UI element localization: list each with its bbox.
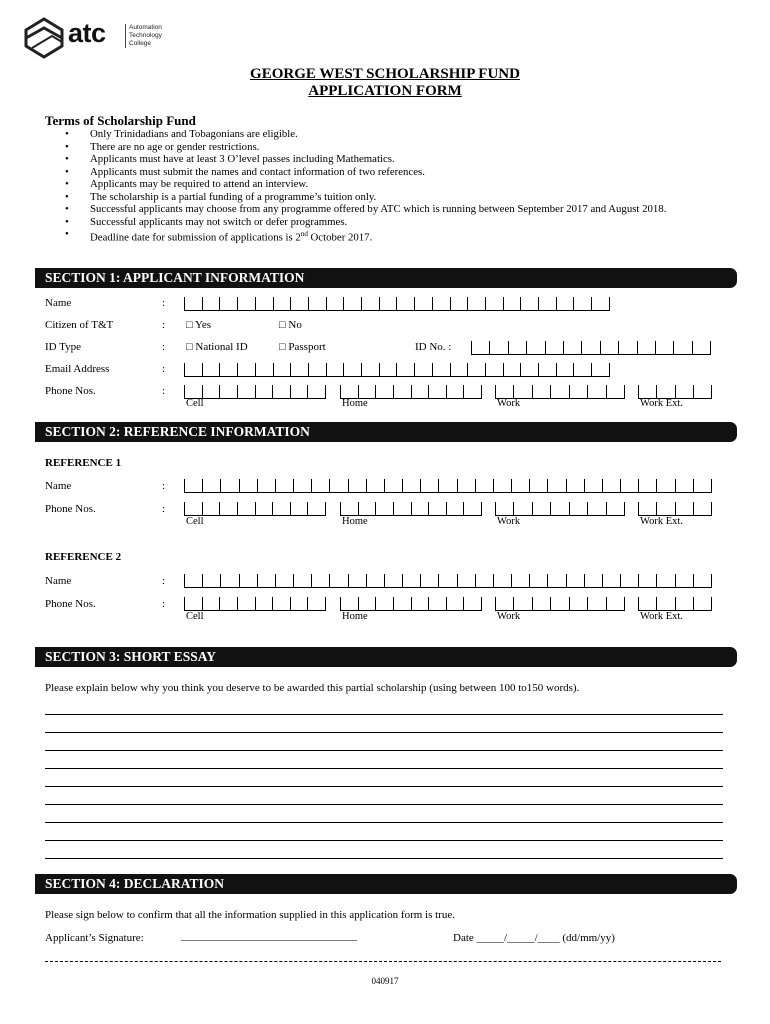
ref2-home-input[interactable] — [340, 597, 482, 611]
cell-caption: Cell — [186, 398, 204, 409]
char-box — [220, 574, 238, 587]
char-box — [273, 363, 291, 376]
essay-line[interactable] — [45, 786, 723, 787]
char-box — [463, 502, 482, 515]
ref2-work-ext-input[interactable] — [638, 597, 712, 611]
char-box — [606, 502, 625, 515]
terms-item: • The scholarship is a partial funding of a programme’s tuition only. — [90, 191, 750, 204]
char-box — [293, 479, 311, 492]
char-box — [219, 597, 237, 610]
char-box — [511, 479, 529, 492]
char-box — [656, 574, 674, 587]
char-box — [290, 297, 308, 310]
char-box — [393, 597, 411, 610]
char-box — [237, 385, 255, 398]
char-box — [538, 297, 556, 310]
terms-list — [45, 128, 750, 244]
char-box — [503, 297, 521, 310]
ref2-name-input[interactable] — [184, 574, 712, 588]
char-box — [272, 597, 290, 610]
char-box — [239, 479, 257, 492]
char-box — [591, 363, 610, 376]
char-box — [495, 502, 513, 515]
ref2-cell-input[interactable] — [184, 597, 326, 611]
char-box — [420, 574, 438, 587]
char-box — [526, 341, 544, 354]
char-box — [202, 363, 220, 376]
char-box — [414, 363, 432, 376]
citizen-label: Citizen of T&T — [45, 319, 114, 331]
char-box — [379, 297, 397, 310]
work-ext-caption: Work Ext. — [640, 611, 683, 622]
ref1-cell-input[interactable] — [184, 502, 326, 516]
char-box — [340, 502, 358, 515]
char-box — [184, 297, 202, 310]
char-box — [275, 574, 293, 587]
email-label: Email Address — [45, 363, 110, 375]
terms-item: • There are no age or gender restrictions. — [90, 141, 750, 154]
char-box — [467, 363, 485, 376]
char-box — [606, 597, 625, 610]
essay-line[interactable] — [45, 732, 723, 733]
char-box — [375, 385, 393, 398]
char-box — [438, 479, 456, 492]
char-box — [693, 597, 712, 610]
ref1-name-label: Name — [45, 480, 72, 492]
char-box — [493, 574, 511, 587]
char-box — [656, 502, 674, 515]
citizen-yes-checkbox[interactable]: □ Yes — [186, 319, 212, 331]
citizen-no-checkbox[interactable]: □ No — [279, 319, 302, 331]
terms-item: • Only Trinidadians and Tobagonians are eligible. — [90, 128, 750, 141]
char-box — [587, 597, 605, 610]
terms-item: • Applicants must submit the names and contact information of two references. — [90, 166, 750, 179]
char-box — [511, 574, 529, 587]
char-box — [340, 597, 358, 610]
essay-line[interactable] — [45, 714, 723, 715]
char-box — [326, 363, 344, 376]
colon: : — [162, 319, 166, 331]
signature-label: Applicant’s Signature: — [45, 932, 144, 944]
char-box — [366, 479, 384, 492]
char-box — [432, 363, 450, 376]
char-box — [393, 502, 411, 515]
char-box — [538, 363, 556, 376]
char-box — [569, 502, 587, 515]
ref2-work-input[interactable] — [495, 597, 625, 611]
colon: : — [162, 341, 166, 353]
atc-logo-mark-icon — [22, 16, 66, 60]
work-phone-input[interactable] — [495, 385, 625, 399]
char-box — [290, 502, 308, 515]
char-box — [219, 502, 237, 515]
work-caption: Work — [497, 516, 521, 527]
section1-header: SECTION 1: APPLICANT INFORMATION — [35, 268, 737, 288]
char-box — [495, 597, 513, 610]
char-box — [384, 574, 402, 587]
char-box — [600, 341, 618, 354]
char-box — [432, 297, 450, 310]
char-box — [532, 597, 550, 610]
char-box — [428, 385, 446, 398]
char-box — [638, 597, 656, 610]
home-caption: Home — [342, 611, 368, 622]
atc-logo — [22, 16, 182, 60]
char-box — [358, 385, 376, 398]
char-box — [638, 385, 656, 398]
char-box — [438, 574, 456, 587]
ref2-name-label: Name — [45, 575, 72, 587]
ref1-name-input[interactable] — [184, 479, 712, 493]
char-box — [257, 574, 275, 587]
char-box — [675, 574, 693, 587]
char-box — [638, 502, 656, 515]
colon: : — [162, 297, 166, 309]
char-box — [457, 479, 475, 492]
char-box — [402, 479, 420, 492]
work-caption: Work — [497, 398, 521, 409]
char-box — [618, 341, 636, 354]
logo-subtitle: Automation Technology College — [125, 24, 162, 48]
char-box — [520, 297, 538, 310]
char-box — [587, 502, 605, 515]
section4-header: SECTION 4: DECLARATION — [35, 874, 737, 894]
essay-line[interactable] — [45, 822, 723, 823]
char-box — [693, 479, 712, 492]
char-box — [532, 502, 550, 515]
ref1-home-input[interactable] — [340, 502, 482, 516]
essay-line[interactable] — [45, 858, 723, 859]
ref2-phone-label: Phone Nos. — [45, 598, 96, 610]
char-box — [219, 297, 237, 310]
char-box — [532, 385, 550, 398]
char-box — [495, 385, 513, 398]
ref1-phone-label: Phone Nos. — [45, 503, 96, 515]
char-box — [457, 574, 475, 587]
char-box — [656, 385, 674, 398]
char-box — [326, 297, 344, 310]
char-box — [656, 479, 674, 492]
char-box — [569, 385, 587, 398]
char-box — [290, 597, 308, 610]
char-box — [520, 363, 538, 376]
char-box — [591, 297, 610, 310]
logo-brand: atc — [68, 18, 106, 48]
cell-phone-input[interactable] — [184, 385, 326, 399]
idno-input[interactable] — [471, 341, 711, 355]
char-box — [307, 385, 326, 398]
reference1-heading: REFERENCE 1 — [45, 457, 122, 469]
char-box — [311, 574, 329, 587]
char-box — [547, 574, 565, 587]
essay-line[interactable] — [45, 768, 723, 769]
passport-checkbox[interactable]: □ Passport — [279, 341, 326, 353]
work-ext-caption: Work Ext. — [640, 398, 683, 409]
char-box — [275, 479, 293, 492]
cell-caption: Cell — [186, 611, 204, 622]
work-ext-input[interactable] — [638, 385, 712, 399]
char-box — [202, 574, 220, 587]
applicant-name-input[interactable] — [184, 297, 610, 311]
char-box — [237, 363, 255, 376]
char-box — [329, 574, 347, 587]
char-box — [290, 363, 308, 376]
char-box — [545, 341, 563, 354]
char-box — [550, 597, 568, 610]
char-box — [587, 385, 605, 398]
terms-item: • Deadline date for submission of applications is 2nd October 2017. — [90, 228, 750, 244]
char-box — [202, 597, 220, 610]
char-box — [393, 385, 411, 398]
char-box — [475, 574, 493, 587]
terms-item: • Applicants may be required to attend an interview. — [90, 178, 750, 191]
char-box — [638, 574, 656, 587]
work-ext-caption: Work Ext. — [640, 516, 683, 527]
char-box — [411, 385, 429, 398]
char-box — [620, 479, 638, 492]
char-box — [529, 574, 547, 587]
char-box — [675, 385, 693, 398]
char-box — [219, 363, 237, 376]
char-box — [550, 385, 568, 398]
char-box — [219, 385, 237, 398]
char-box — [329, 479, 347, 492]
char-box — [255, 385, 273, 398]
date-field[interactable]: Date _____/_____/____ (dd/mm/yy) — [453, 932, 615, 944]
char-box — [573, 363, 591, 376]
char-box — [290, 385, 308, 398]
char-box — [384, 479, 402, 492]
char-box — [581, 341, 599, 354]
char-box — [563, 341, 581, 354]
char-box — [273, 297, 291, 310]
char-box — [184, 479, 202, 492]
terms-item: • Successful applicants may choose from any programme offered by ATC which is running between September 2017 and August 2018. — [90, 203, 750, 216]
char-box — [675, 597, 693, 610]
char-box — [348, 479, 366, 492]
colon: : — [162, 503, 166, 515]
char-box — [340, 385, 358, 398]
idtype-label: ID Type — [45, 341, 81, 353]
char-box — [493, 479, 511, 492]
char-box — [446, 385, 464, 398]
colon: : — [162, 385, 166, 397]
char-box — [485, 297, 503, 310]
char-box — [272, 502, 290, 515]
applicant-name-label: Name — [45, 297, 72, 309]
essay-line[interactable] — [45, 750, 723, 751]
char-box — [584, 574, 602, 587]
form-title-line1: GEORGE WEST SCHOLARSHIP FUND — [250, 66, 520, 82]
char-box — [556, 297, 574, 310]
char-box — [485, 363, 503, 376]
char-box — [343, 363, 361, 376]
char-box — [184, 363, 202, 376]
char-box — [606, 385, 625, 398]
cell-caption: Cell — [186, 516, 204, 527]
declaration-prompt: Please sign below to confirm that all the information supplied in this application form is true. — [45, 909, 455, 921]
char-box — [638, 479, 656, 492]
char-box — [255, 363, 273, 376]
char-box — [569, 597, 587, 610]
char-box — [529, 479, 547, 492]
signature-field[interactable]: ________________________________ — [181, 930, 357, 942]
char-box — [396, 297, 414, 310]
char-box — [584, 479, 602, 492]
char-box — [446, 502, 464, 515]
char-box — [467, 297, 485, 310]
char-box — [239, 574, 257, 587]
char-box — [366, 574, 384, 587]
char-box — [463, 385, 482, 398]
char-box — [547, 479, 565, 492]
char-box — [503, 363, 521, 376]
char-box — [566, 574, 584, 587]
char-box — [411, 502, 429, 515]
char-box — [255, 502, 273, 515]
phone-label: Phone Nos. — [45, 385, 96, 397]
section2-header: SECTION 2: REFERENCE INFORMATION — [35, 422, 737, 442]
char-box — [307, 502, 326, 515]
reference2-heading: REFERENCE 2 — [45, 551, 122, 563]
char-box — [655, 341, 673, 354]
char-box — [656, 597, 674, 610]
char-box — [308, 297, 326, 310]
char-box — [411, 597, 429, 610]
char-box — [307, 597, 326, 610]
char-box — [693, 385, 712, 398]
char-box — [693, 502, 712, 515]
char-box — [637, 341, 655, 354]
char-box — [343, 297, 361, 310]
terms-item: • Applicants must have at least 3 O’level passes including Mathematics. — [90, 153, 750, 166]
section3-header: SECTION 3: SHORT ESSAY — [35, 647, 737, 667]
char-box — [475, 479, 493, 492]
char-box — [237, 297, 255, 310]
char-box — [237, 502, 255, 515]
form-title-line2: APPLICATION FORM — [308, 83, 462, 99]
email-input[interactable] — [184, 363, 610, 377]
char-box — [257, 479, 275, 492]
char-box — [396, 363, 414, 376]
national-id-checkbox[interactable]: □ National ID — [186, 341, 248, 353]
terms-item: • Successful applicants may not switch or defer programmes. — [90, 216, 750, 229]
char-box — [446, 597, 464, 610]
char-box — [428, 502, 446, 515]
cut-line-divider — [45, 961, 721, 962]
char-box — [361, 363, 379, 376]
essay-line[interactable] — [45, 840, 723, 841]
char-box — [379, 363, 397, 376]
idno-label: ID No. : — [415, 341, 452, 353]
char-box — [675, 502, 693, 515]
ref1-work-input[interactable] — [495, 502, 625, 516]
char-box — [202, 502, 220, 515]
colon: : — [162, 598, 166, 610]
home-caption: Home — [342, 516, 368, 527]
char-box — [556, 363, 574, 376]
home-phone-input[interactable] — [340, 385, 482, 399]
char-box — [471, 341, 489, 354]
char-box — [450, 297, 468, 310]
char-box — [602, 574, 620, 587]
colon: : — [162, 363, 166, 375]
colon: : — [162, 480, 166, 492]
char-box — [184, 574, 202, 587]
char-box — [673, 341, 691, 354]
form-code: 040917 — [371, 976, 399, 986]
char-box — [463, 597, 482, 610]
char-box — [550, 502, 568, 515]
char-box — [184, 502, 202, 515]
terms-heading: Terms of Scholarship Fund — [45, 113, 196, 128]
char-box — [513, 597, 531, 610]
ref1-work-ext-input[interactable] — [638, 502, 712, 516]
char-box — [414, 297, 432, 310]
char-box — [375, 597, 393, 610]
char-box — [311, 479, 329, 492]
char-box — [202, 479, 220, 492]
char-box — [202, 297, 220, 310]
char-box — [348, 574, 366, 587]
char-box — [692, 341, 711, 354]
char-box — [489, 341, 507, 354]
char-box — [184, 597, 202, 610]
home-caption: Home — [342, 398, 368, 409]
char-box — [184, 385, 202, 398]
char-box — [255, 297, 273, 310]
char-box — [602, 479, 620, 492]
colon: : — [162, 575, 166, 587]
char-box — [272, 385, 290, 398]
char-box — [361, 297, 379, 310]
char-box — [508, 341, 526, 354]
char-box — [237, 597, 255, 610]
char-box — [308, 363, 326, 376]
char-box — [358, 597, 376, 610]
char-box — [513, 385, 531, 398]
char-box — [450, 363, 468, 376]
char-box — [420, 479, 438, 492]
char-box — [513, 502, 531, 515]
char-box — [358, 502, 376, 515]
char-box — [693, 574, 712, 587]
char-box — [402, 574, 420, 587]
char-box — [573, 297, 591, 310]
char-box — [255, 597, 273, 610]
char-box — [566, 479, 584, 492]
essay-line[interactable] — [45, 804, 723, 805]
char-box — [620, 574, 638, 587]
char-box — [428, 597, 446, 610]
char-box — [375, 502, 393, 515]
char-box — [220, 479, 238, 492]
char-box — [675, 479, 693, 492]
work-caption: Work — [497, 611, 521, 622]
char-box — [293, 574, 311, 587]
essay-prompt: Please explain below why you think you deserve to be awarded this partial scholarship (using between 100 to150 words). — [45, 682, 580, 694]
char-box — [202, 385, 220, 398]
